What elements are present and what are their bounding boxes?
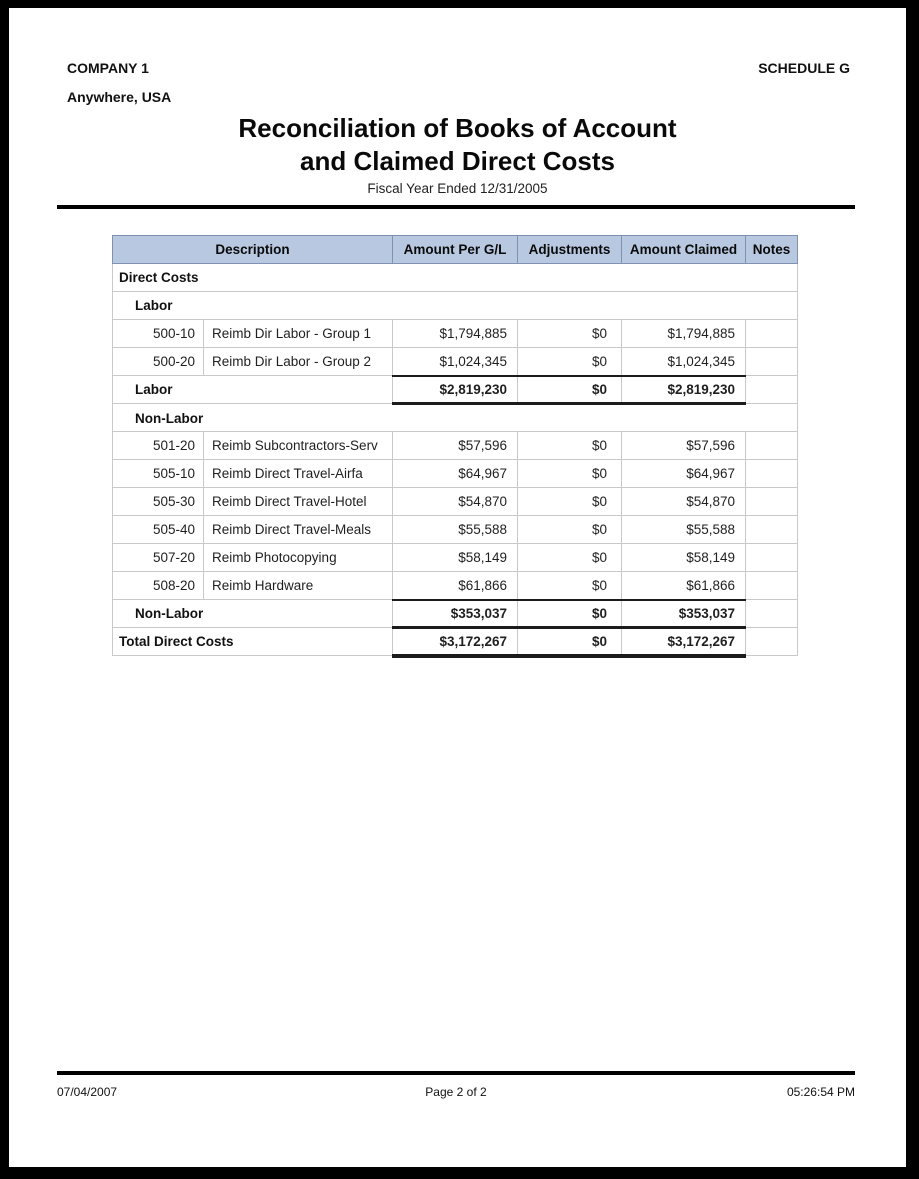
total-notes-cell bbox=[746, 376, 798, 404]
account-code-cell: 505-30 bbox=[113, 488, 204, 516]
amount-claimed-cell: $57,596 bbox=[622, 432, 746, 460]
notes-cell bbox=[746, 544, 798, 572]
header-notes: Notes bbox=[746, 236, 798, 264]
table-header bbox=[113, 236, 798, 264]
notes-cell bbox=[746, 488, 798, 516]
description-cell: Reimb Hardware bbox=[204, 572, 393, 600]
amount-per-gl-cell: $1,794,885 bbox=[393, 320, 518, 348]
amount-per-gl-cell: $61,866 bbox=[393, 572, 518, 600]
amount-per-gl-cell: $1,024,345 bbox=[393, 348, 518, 376]
amount-claimed-cell: $1,024,345 bbox=[622, 348, 746, 376]
total-amount-per-gl-cell: $2,819,230 bbox=[393, 376, 518, 404]
adjustments-cell: $0 bbox=[518, 320, 622, 348]
grand-total-row bbox=[113, 628, 798, 656]
report-title bbox=[9, 112, 906, 178]
table-row bbox=[113, 544, 798, 572]
notes-cell bbox=[746, 516, 798, 544]
total-notes-cell bbox=[746, 600, 798, 628]
description-cell: Reimb Direct Travel-Hotel bbox=[204, 488, 393, 516]
section-label: Non-Labor bbox=[113, 404, 798, 432]
notes-cell bbox=[746, 460, 798, 488]
header-divider-rule bbox=[57, 205, 855, 209]
description-cell: Reimb Dir Labor - Group 2 bbox=[204, 348, 393, 376]
header-amount-per-gl: Amount Per G/L bbox=[393, 236, 518, 264]
notes-cell bbox=[746, 348, 798, 376]
report-title-line2: and Claimed Direct Costs bbox=[300, 146, 615, 176]
header-amount-claimed: Amount Claimed bbox=[622, 236, 746, 264]
table-body bbox=[113, 264, 798, 656]
total-notes-cell bbox=[746, 628, 798, 656]
account-code-cell: 508-20 bbox=[113, 572, 204, 600]
footer-divider-rule bbox=[57, 1071, 855, 1075]
account-code-cell: 500-20 bbox=[113, 348, 204, 376]
total-amount-claimed-cell: $2,819,230 bbox=[622, 376, 746, 404]
amount-claimed-cell: $58,149 bbox=[622, 544, 746, 572]
report-title-line1: Reconciliation of Books of Account bbox=[238, 113, 677, 143]
reconciliation-table bbox=[112, 235, 798, 658]
total-amount-per-gl-cell: $3,172,267 bbox=[393, 628, 518, 656]
account-code-cell: 507-20 bbox=[113, 544, 204, 572]
amount-claimed-cell: $55,588 bbox=[622, 516, 746, 544]
total-amount-claimed-cell: $3,172,267 bbox=[622, 628, 746, 656]
amount-claimed-cell: $54,870 bbox=[622, 488, 746, 516]
section-row bbox=[113, 292, 798, 320]
description-cell: Reimb Direct Travel-Meals bbox=[204, 516, 393, 544]
total-label-cell: Labor bbox=[113, 376, 393, 404]
table-row bbox=[113, 572, 798, 600]
description-cell: Reimb Photocopying bbox=[204, 544, 393, 572]
description-cell: Reimb Dir Labor - Group 1 bbox=[204, 320, 393, 348]
adjustments-cell: $0 bbox=[518, 432, 622, 460]
total-adjustments-cell: $0 bbox=[518, 376, 622, 404]
table-row bbox=[113, 460, 798, 488]
description-cell: Reimb Subcontractors-Serv bbox=[204, 432, 393, 460]
footer-date: 07/04/2007 bbox=[57, 1085, 118, 1099]
fiscal-year-subtitle: Fiscal Year Ended 12/31/2005 bbox=[367, 181, 548, 196]
amount-per-gl-cell: $54,870 bbox=[393, 488, 518, 516]
total-amount-claimed-cell: $353,037 bbox=[622, 600, 746, 628]
total-label-cell: Total Direct Costs bbox=[113, 628, 393, 656]
adjustments-cell: $0 bbox=[518, 488, 622, 516]
notes-cell bbox=[746, 572, 798, 600]
table-row bbox=[113, 348, 798, 376]
section-row bbox=[113, 404, 798, 432]
account-code-cell: 505-10 bbox=[113, 460, 204, 488]
footer-row bbox=[57, 1085, 855, 1099]
footer-time: 05:26:54 PM bbox=[786, 1085, 855, 1099]
table-header-row bbox=[113, 236, 798, 264]
report-page bbox=[9, 8, 906, 1167]
amount-per-gl-cell: $64,967 bbox=[393, 460, 518, 488]
adjustments-cell: $0 bbox=[518, 516, 622, 544]
company-location: Anywhere, USA bbox=[67, 89, 172, 105]
header-description: Description bbox=[113, 236, 393, 264]
table-row bbox=[113, 432, 798, 460]
company-name: COMPANY 1 bbox=[67, 60, 149, 76]
total-label-cell: Non-Labor bbox=[113, 600, 393, 628]
notes-cell bbox=[746, 320, 798, 348]
account-code-cell: 501-20 bbox=[113, 432, 204, 460]
amount-per-gl-cell: $58,149 bbox=[393, 544, 518, 572]
account-code-cell: 500-10 bbox=[113, 320, 204, 348]
table-row bbox=[113, 320, 798, 348]
section-row bbox=[113, 264, 798, 292]
adjustments-cell: $0 bbox=[518, 460, 622, 488]
total-row bbox=[113, 600, 798, 628]
footer-page-number: Page 2 of 2 bbox=[425, 1085, 487, 1099]
amount-claimed-cell: $1,794,885 bbox=[622, 320, 746, 348]
total-row bbox=[113, 376, 798, 404]
total-amount-per-gl-cell: $353,037 bbox=[393, 600, 518, 628]
table-row bbox=[113, 488, 798, 516]
total-adjustments-cell: $0 bbox=[518, 600, 622, 628]
section-label: Direct Costs bbox=[113, 264, 798, 292]
amount-claimed-cell: $61,866 bbox=[622, 572, 746, 600]
amount-claimed-cell: $64,967 bbox=[622, 460, 746, 488]
amount-per-gl-cell: $57,596 bbox=[393, 432, 518, 460]
account-code-cell: 505-40 bbox=[113, 516, 204, 544]
notes-cell bbox=[746, 432, 798, 460]
adjustments-cell: $0 bbox=[518, 572, 622, 600]
schedule-label: SCHEDULE G bbox=[758, 60, 850, 76]
page-footer bbox=[57, 1071, 855, 1099]
amount-per-gl-cell: $55,588 bbox=[393, 516, 518, 544]
header-adjustments: Adjustments bbox=[518, 236, 622, 264]
adjustments-cell: $0 bbox=[518, 544, 622, 572]
document-header bbox=[67, 60, 850, 76]
table-row bbox=[113, 516, 798, 544]
adjustments-cell: $0 bbox=[518, 348, 622, 376]
section-label: Labor bbox=[113, 292, 798, 320]
description-cell: Reimb Direct Travel-Airfa bbox=[204, 460, 393, 488]
total-adjustments-cell: $0 bbox=[518, 628, 622, 656]
